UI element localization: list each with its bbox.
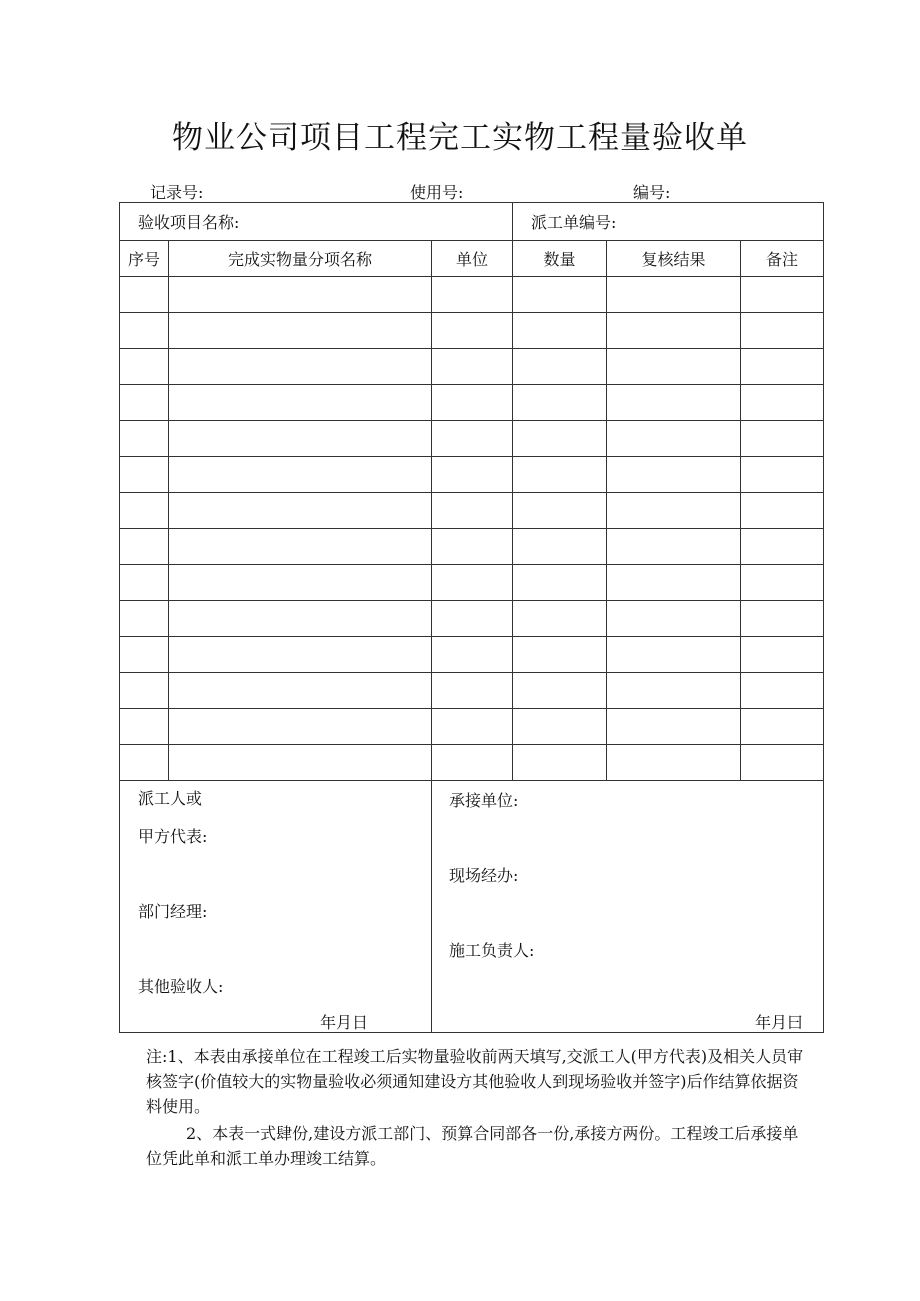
table-cell[interactable] (120, 529, 169, 565)
table-cell[interactable] (513, 673, 607, 709)
table-cell[interactable] (741, 457, 824, 493)
note-1: 注:1、本表由承接单位在工程竣工后实物量验收前两天填写,交派工人(甲方代表)及相关人员审核签字(价值较大的实物量验收必须通知建设方其他验收人到现场验收并签字)后作结算依据资料使用。 (146, 1047, 804, 1116)
table-cell[interactable] (741, 601, 824, 637)
table-cell[interactable] (432, 349, 513, 385)
table-cell[interactable] (741, 565, 824, 601)
table-cell[interactable] (120, 457, 169, 493)
project-name-field[interactable] (120, 203, 513, 241)
usage-number-label: 使用号: (410, 183, 464, 202)
table-cell[interactable] (513, 313, 607, 349)
table-cell[interactable] (607, 637, 741, 673)
table-cell[interactable] (432, 493, 513, 529)
table-row (120, 493, 824, 529)
table-cell[interactable] (607, 493, 741, 529)
table-cell[interactable] (432, 673, 513, 709)
col-header-index: 序号 (120, 241, 169, 277)
table-cell[interactable] (169, 745, 432, 781)
table-cell[interactable] (432, 385, 513, 421)
note-2: 2、本表一式肆份,建设方派工部门、预算合同部各一份,承接方两份。工程竣工后承接单位凭此单和派工单办理竣工结算。 (146, 1124, 799, 1168)
table-cell[interactable] (169, 565, 432, 601)
dept-manager-label: 部门经理: (138, 902, 208, 921)
table-cell[interactable] (741, 637, 824, 673)
table-cell[interactable] (607, 673, 741, 709)
col-header-review-result: 复核结果 (607, 241, 741, 277)
table-row (120, 277, 824, 313)
notes-section (146, 1044, 812, 1171)
table-cell[interactable] (607, 313, 741, 349)
table-cell[interactable] (607, 709, 741, 745)
signature-left-cell (120, 781, 432, 1033)
table-cell[interactable] (169, 385, 432, 421)
table-row (120, 709, 824, 745)
table-cell[interactable] (513, 565, 607, 601)
record-number-label: 记录号: (150, 183, 204, 202)
table-cell[interactable] (432, 637, 513, 673)
table-cell[interactable] (169, 421, 432, 457)
project-name-label: 验收项目名称: (138, 213, 240, 232)
table-cell[interactable] (169, 277, 432, 313)
table-cell[interactable] (120, 709, 169, 745)
table-cell[interactable] (169, 601, 432, 637)
table-cell[interactable] (432, 529, 513, 565)
table-cell[interactable] (607, 277, 741, 313)
table-cell[interactable] (432, 709, 513, 745)
table-cell[interactable] (741, 529, 824, 565)
table-cell[interactable] (169, 529, 432, 565)
table-cell[interactable] (607, 457, 741, 493)
col-header-item-name: 完成实物量分项名称 (169, 241, 432, 277)
other-acceptor-label: 其他验收人: (138, 977, 224, 996)
table-cell[interactable] (513, 277, 607, 313)
table-cell[interactable] (432, 565, 513, 601)
dispatcher-label: 派工人或 (138, 789, 203, 808)
construction-lead-label: 施工负责人: (449, 941, 535, 960)
table-row (120, 529, 824, 565)
table-cell[interactable] (607, 421, 741, 457)
table-cell[interactable] (513, 493, 607, 529)
serial-number-label: 编号: (633, 183, 671, 202)
dispatch-number-field[interactable] (513, 203, 824, 241)
table-cell[interactable] (432, 745, 513, 781)
table-cell[interactable] (120, 565, 169, 601)
table-cell[interactable] (432, 277, 513, 313)
table-cell[interactable] (513, 637, 607, 673)
right-date-label: 年月曰 (755, 1013, 804, 1032)
table-header-row (120, 241, 824, 277)
table-cell[interactable] (169, 493, 432, 529)
table-cell[interactable] (120, 277, 169, 313)
table-row (120, 745, 824, 781)
table-cell[interactable] (432, 601, 513, 637)
table-body (120, 277, 824, 781)
acceptance-form-table (119, 202, 824, 1033)
table-cell[interactable] (120, 421, 169, 457)
table-cell[interactable] (432, 421, 513, 457)
table-cell[interactable] (120, 745, 169, 781)
table-cell[interactable] (741, 313, 824, 349)
col-header-quantity: 数量 (513, 241, 607, 277)
table-cell[interactable] (741, 493, 824, 529)
table-cell[interactable] (513, 529, 607, 565)
table-cell[interactable] (513, 745, 607, 781)
table-cell[interactable] (513, 709, 607, 745)
table-row (120, 349, 824, 385)
table-cell[interactable] (513, 421, 607, 457)
col-header-remarks: 备注 (741, 241, 824, 277)
table-cell[interactable] (607, 349, 741, 385)
table-cell[interactable] (741, 709, 824, 745)
table-row (120, 421, 824, 457)
table-cell[interactable] (607, 565, 741, 601)
col-header-unit: 单位 (432, 241, 513, 277)
signature-right-cell (432, 781, 824, 1033)
table-cell[interactable] (741, 277, 824, 313)
table-cell[interactable] (120, 313, 169, 349)
left-date-label: 年月日 (320, 1013, 369, 1032)
table-cell[interactable] (169, 457, 432, 493)
table-cell[interactable] (741, 673, 824, 709)
table-cell[interactable] (120, 673, 169, 709)
table-cell[interactable] (169, 349, 432, 385)
contractor-label: 承接单位: (449, 791, 519, 810)
table-cell[interactable] (120, 385, 169, 421)
table-cell[interactable] (513, 385, 607, 421)
table-row (120, 385, 824, 421)
table-cell[interactable] (120, 349, 169, 385)
table-row (120, 637, 824, 673)
table-cell[interactable] (513, 457, 607, 493)
dispatch-number-label: 派工单编号: (531, 213, 617, 232)
table-cell[interactable] (607, 529, 741, 565)
signature-row (120, 781, 824, 1033)
table-cell[interactable] (607, 745, 741, 781)
table-cell[interactable] (169, 637, 432, 673)
form-title: 物业公司项目工程完工实物工程量验收单 (172, 120, 748, 156)
table-cell[interactable] (741, 349, 824, 385)
table-cell[interactable] (432, 457, 513, 493)
table-cell[interactable] (432, 313, 513, 349)
table-cell[interactable] (741, 385, 824, 421)
table-cell[interactable] (120, 493, 169, 529)
table-cell[interactable] (169, 709, 432, 745)
table-cell[interactable] (607, 385, 741, 421)
table-cell[interactable] (120, 637, 169, 673)
table-row (120, 457, 824, 493)
table-cell[interactable] (169, 313, 432, 349)
table-cell[interactable] (513, 349, 607, 385)
table-cell[interactable] (741, 421, 824, 457)
info-row (120, 203, 824, 241)
table-cell[interactable] (513, 601, 607, 637)
table-row (120, 565, 824, 601)
table-row (120, 313, 824, 349)
site-manager-label: 现场经办: (449, 866, 519, 885)
table-row (120, 601, 824, 637)
table-cell[interactable] (741, 745, 824, 781)
owner-rep-label: 甲方代表: (138, 827, 208, 846)
table-cell[interactable] (607, 601, 741, 637)
table-row (120, 673, 824, 709)
table-cell[interactable] (120, 601, 169, 637)
table-cell[interactable] (169, 673, 432, 709)
